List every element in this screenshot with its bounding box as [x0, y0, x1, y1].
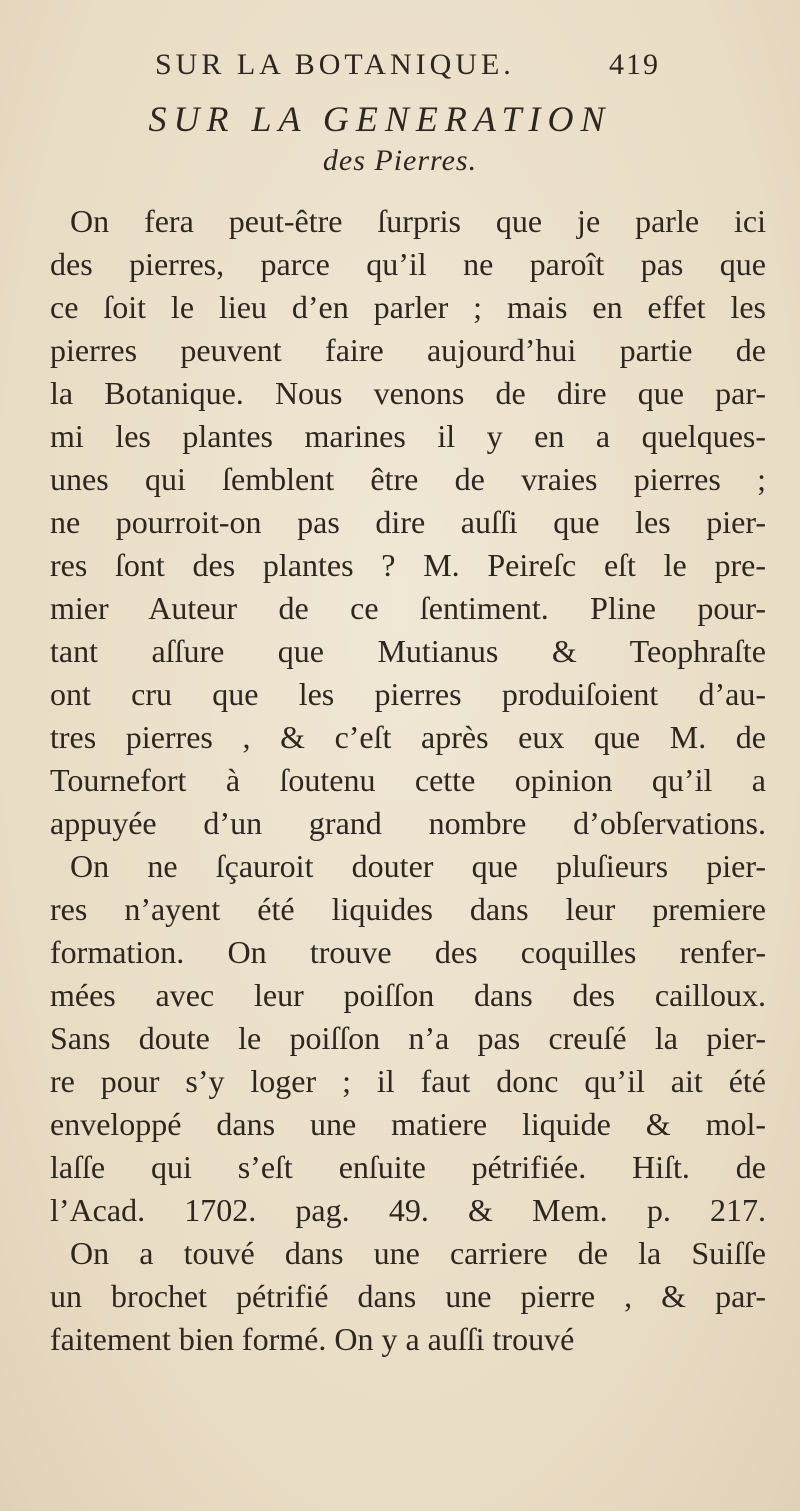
running-head [100, 48, 660, 88]
body-text [50, 200, 766, 1361]
text-line: unes qui ſemblent être de vraies pierres ; [50, 461, 766, 497]
text-line: tant aſſure que Mutianus & Teophraſte [50, 633, 766, 669]
text-line: pierres peuvent faire aujourd’hui partie de [50, 332, 766, 368]
text-line: tres pierres , & c’eſt après eux que M. de [50, 719, 766, 755]
text-line: res ſont des plantes ? M. Peireſc eſt le pre- [50, 547, 766, 583]
text-line: re pour s’y loger ; il faut donc qu’il ait été [50, 1063, 766, 1099]
text-line: mées avec leur poiſſon dans des cailloux. [50, 977, 766, 1013]
text-line: laſſe qui s’eſt enſuite pétrifiée. Hiſt. de [50, 1149, 766, 1185]
text-line: ont cru que les pierres produiſoient d’au- [50, 676, 766, 712]
text-line: ce ſoit le lieu d’en parler ; mais en effet les [50, 289, 766, 325]
text-line: res n’ayent été liquides dans leur premiere [50, 891, 766, 927]
text-line: mi les plantes marines il y en a quelques- [50, 418, 766, 454]
text-line: Sans doute le poiſſon n’a pas creuſé la pier- [50, 1020, 766, 1056]
text-line: On a touvé dans une carriere de la Suiſſe [70, 1235, 766, 1271]
text-line: enveloppé dans une matiere liquide & mol- [50, 1106, 766, 1142]
running-head-title: SUR LA BOTANIQUE. [155, 48, 515, 81]
text-line: On ne ſçauroit douter que pluſieurs pier- [70, 848, 766, 884]
text-line: ne pourroit-on pas dire auſſi que les pier- [50, 504, 766, 540]
text-line: des pierres, parce qu’il ne paroît pas que [50, 246, 766, 282]
text-line: un brochet pétrifié dans une pierre , & par- [50, 1278, 766, 1314]
text-line: Tournefort à ſoutenu cette opinion qu’il a [50, 762, 766, 798]
section-heading: SUR LA GENERATION [148, 99, 612, 139]
text-line: la Botanique. Nous venons de dire que par- [50, 375, 766, 411]
text-line: mier Auteur de ce ſentiment. Pline pour- [50, 590, 766, 626]
text-line: faitement bien formé. On y a auſſi trouvé [50, 1321, 575, 1357]
text-line: formation. On trouve des coquilles renfer- [50, 934, 766, 970]
text-line: On fera peut-être ſurpris que je parle ici [70, 203, 766, 239]
page-number: 419 [609, 48, 660, 81]
text-line: appuyée d’un grand nombre d’obſervations. [50, 805, 766, 841]
text-line: l’Acad. 1702. pag. 49. & Mem. p. 217. [50, 1192, 766, 1228]
section-subheading: des Pierres. [322, 144, 478, 177]
